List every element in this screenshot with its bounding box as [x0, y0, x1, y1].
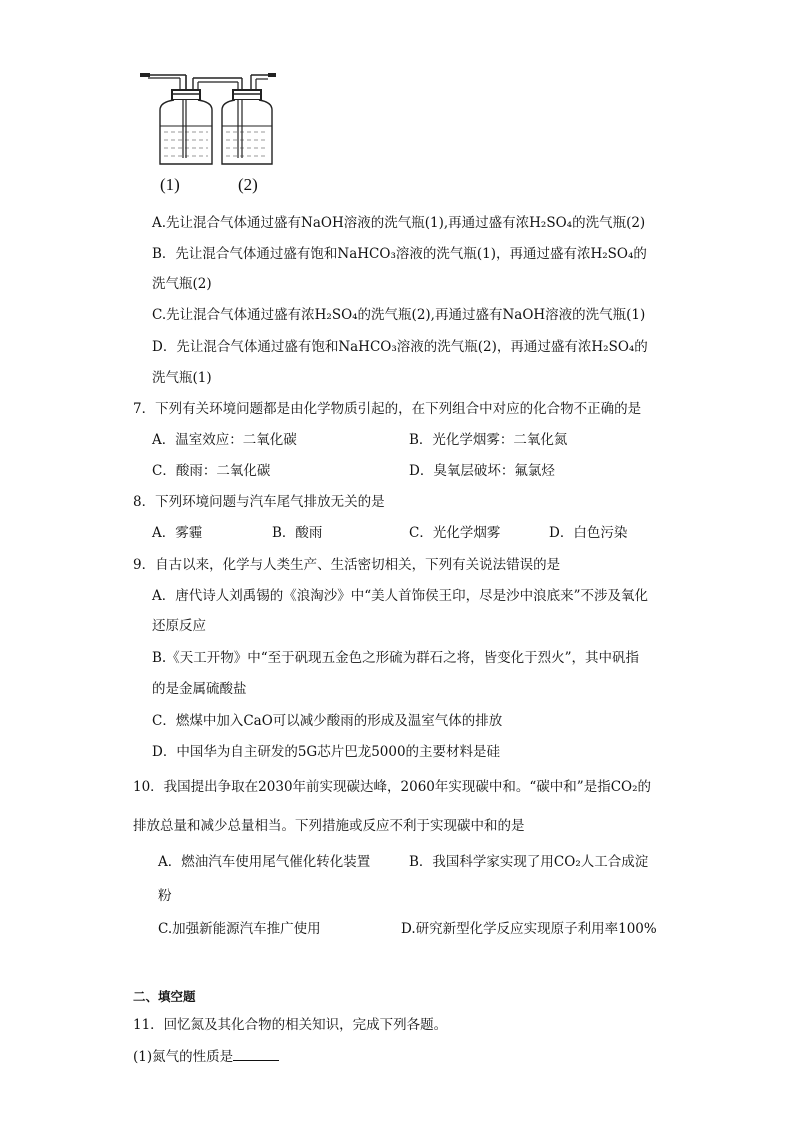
- q8-option-b: B．酸雨: [272, 525, 323, 541]
- q6-option-a: A.先让混合气体通过盛有NaOH溶液的洗气瓶(1),再通过盛有浓H₂SO₄的洗气瓶(2): [152, 215, 646, 231]
- bottle-2-label: (2): [238, 175, 258, 194]
- q11-sub1-text: (1)氮气的性质是: [133, 1049, 234, 1065]
- q6-option-d-line1: D．先让混合气体通过盛有饱和NaHCO₃溶液的洗气瓶(2)，再通过盛有浓H₂SO₄的: [152, 339, 648, 355]
- q9-option-c: C．燃煤中加入CaO可以减少酸雨的形成及温室气体的排放: [152, 713, 503, 729]
- q9-option-a-line1: A．唐代诗人刘禹锡的《浪淘沙》中“美人首饰侯王印，尽是沙中浪底来”不涉及氧化: [152, 588, 649, 604]
- q9-option-d: D．中国华为自主研发的5G芯片巴龙5000的主要材料是硅: [152, 744, 501, 760]
- q7-stem: 7．下列有关环境问题都是由化学物质引起的，在下列组合中对应的化合物不正确的是: [133, 401, 642, 417]
- q6-option-b-line2: 洗气瓶(2): [152, 276, 212, 292]
- q10-option-b-line1: B．我国科学家实现了用CO₂人工合成淀: [409, 854, 649, 870]
- q8-option-a: A．雾霾: [152, 525, 203, 541]
- bottle-1: [160, 90, 212, 164]
- washing-bottles-diagram: [138, 68, 278, 178]
- q8-option-c: C．光化学烟雾: [409, 525, 501, 541]
- q8-option-d: D．白色污染: [549, 525, 628, 541]
- bottle-2: [222, 90, 272, 164]
- q9-stem: 9．自古以来，化学与人类生产、生活密切相关，下列有关说法错误的是: [133, 557, 561, 573]
- q7-option-b: B．光化学烟雾：二氧化氮: [409, 432, 568, 448]
- q10-option-b-line2: 粉: [158, 888, 172, 904]
- q7-option-c: C．酸雨：二氧化碳: [152, 463, 271, 479]
- q6-option-d-line2: 洗气瓶(1): [152, 370, 212, 386]
- q11-sub1: [133, 1046, 279, 1067]
- q9-option-a-line2: 还原反应: [152, 618, 206, 634]
- q6-option-b-line1: B．先让混合气体通过盛有饱和NaHCO₃溶液的洗气瓶(1)，再通过盛有浓H₂SO₄的: [152, 246, 647, 262]
- q10-stem-line2: 排放总量和减少总量相当。下列措施或反应不利于实现碳中和的是: [133, 818, 525, 834]
- q7-option-d: D．臭氧层破坏：氟氯烃: [409, 463, 555, 479]
- q11-stem: 11．回忆氮及其化合物的相关知识，完成下列各题。: [133, 1017, 448, 1033]
- q10-option-d: D.研究新型化学反应实现原子利用率100%: [401, 921, 657, 937]
- q9-option-b-line1: B.《天工开物》中“至于矾现五金色之形硫为群石之将，皆变化于烈火”，其中矾指: [152, 650, 640, 666]
- gas-washing-bottles-figure: [138, 68, 278, 198]
- q8-stem: 8．下列环境问题与汽车尾气排放无关的是: [133, 494, 385, 510]
- q10-option-a: A．燃油汽车使用尾气催化转化装置: [158, 854, 371, 870]
- answer-blank[interactable]: [233, 1046, 279, 1061]
- q6-option-c: C.先让混合气体通过盛有浓H₂SO₄的洗气瓶(2),再通过盛有NaOH溶液的洗气瓶(1): [152, 307, 646, 323]
- q7-option-a: A．温室效应：二氧化碳: [152, 432, 297, 448]
- section-heading-fill-in: 二、填空题: [133, 989, 196, 1004]
- q10-option-c: C.加强新能源汽车推广使用: [158, 921, 321, 937]
- q10-stem-line1: 10．我国提出争取在2030年前实现碳达峰，2060年实现碳中和。“碳中和”是指CO₂的: [133, 779, 652, 795]
- bottle-1-label: (1): [160, 175, 180, 194]
- q9-option-b-line2: 的是金属硫酸盐: [152, 681, 247, 697]
